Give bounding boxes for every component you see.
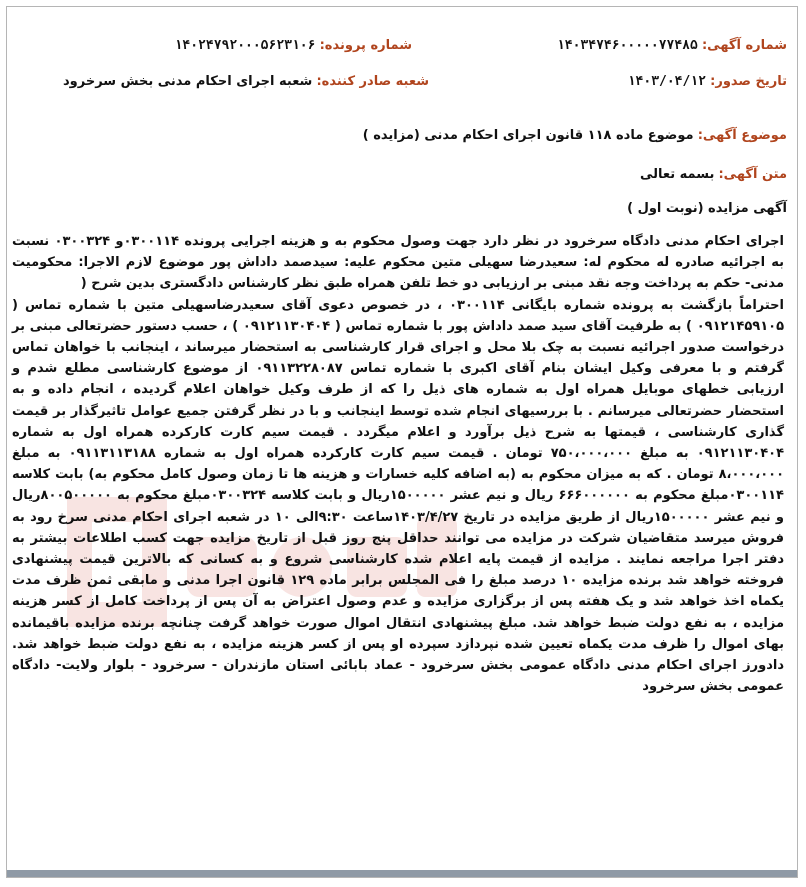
notice-body <box>12 231 784 697</box>
case-number-label: شماره پرونده: <box>319 38 412 53</box>
issue-date-value: ۱۴۰۳/۰۴/۱۲ <box>627 74 706 89</box>
notice-document <box>6 6 798 878</box>
issuer-value: شعبه اجرای احکام مدنی بخش سرخرود <box>63 74 313 89</box>
subject-label: موضوع آگهی: <box>697 128 787 143</box>
issue-date <box>628 73 787 91</box>
case-number <box>175 37 412 55</box>
issuer <box>63 73 429 91</box>
ad-number-value: ۱۴۰۳۴۷۴۶۰۰۰۰۰۷۷۴۸۵ <box>556 38 698 53</box>
subject-value: موضوع ماده ۱۱۸ قانون اجرای احکام مدنی (مزایده ) <box>362 128 694 143</box>
body-paragraph-2: احتراماً بازگشت به پرونده شماره بایگانی ۰۳۰۰۱۱۴ ، در خصوص دعوی آقای سعیدرضاسهیلی متین با شماره تماس ( ۰۹۱۲۱۴۵۹۱۰۵ ) به طرفیت آقای سید صمد داداش پور با شماره تماس ( ۰۹۱۲۱۱۳۰۴۰۴ ) ، حسب دستور حضرتعالی مبنی بر درخواست صدور اجرائیه نسبت به چک بلا محل و اجرای قرار کارشناسی به استحضار میرساند ، اینجانب با خواهان تماس گرفتم و با معرفی وکیل ایشان بنام آقای اکبری با شماره تماس ۰۹۱۱۳۲۲۸۰۸۷ از موضوع کارشناسی مطلع شدم و ارزیابی خطهای موبایل همراه اول به شماره های ذیل را که از طرف وکیل خواهان اعلام گردیده ، انجام داده و به استحضار حضرتعالی میرسانم . با بررسیهای انجام شده توسط اینجانب و با در نظر گرفتن جمیع عوامل تاثیرگذار بر قیمت گذاری کارشناسی ، قیمتها به شرح ذیل برآورد و اعلام میگردد . قیمت سیم کارت کارکرده همراه اول به شماره ۰۹۱۲۱۱۳۰۴۰۴ به مبلغ ۷۵۰،۰۰۰،۰۰۰ تومان . قیمت سیم کارت کارکرده همراه اول به شماره ۰۹۱۱۳۱۱۳۱۸۸ به مبلغ ۸،۰۰۰،۰۰۰ تومان . که به میزان محکوم به (به اضافه کلیه خسارات و هزینه ها تا زمان وصول کامل محکوم به) بابت کلاسه ۰۳۰۰۱۱۴مبلغ محکوم به ۶۶۶۰۰۰۰۰۰ ریال و نیم عشر ۱۵۰۰۰۰۰ریال و بابت کلاسه ۰۳۰۰۳۲۴مبلغ محکوم به ۸۰۰۵۰۰۰۰۰ریال و نیم عشر ۱۵۰۰۰۰۰ریال از طریق مزایده در تاریخ ۱۴۰۳/۴/۲۷ساعت ۹:۳۰الی ۱۰ در شعبه اجرای احکام مدنی سرخ رود به فروش میرسد متقاضیان شرکت در مزایده می توانند حداقل پنج روز قبل از تاریخ مزایده جهت کسب اطلاعات بیشتر به دفتر اجرا مراجعه نمایند . مزایده از قیمت پایه اعلام شده کارشناسی شروع و به کسانی که بالاترین قیمت پیشنهادی فروخته خواهد شد برنده مزایده ۱۰ درصد مبلغ را فی المجلس برابر ماده ۱۲۹ قانون اجرا مدنی و مابقی ثمن ظرف مدت یکماه اخذ خواهد شد و یک هفته پس از برگزاری مزایده و عدم وصول اعتراض به آن پس از پرداخت کامل از کسر هزینه مزایده ، به نفع دولت ضبط خواهد شد. مبلغ پیشنهادی انتقال اموال صورت خواهد گرفت چنانچه برنده مزایده باقیمانده بهای اموال را ظرف مدت یکماه تعیین شده نپردازد سپرده او پس از کسر هزینه مزایده ، به نفع دولت ضبط خواهد شد. دادورز اجرای احکام مدنی دادگاه عمومی بخش سرخرود - عماد بابائی استان مازندران - سرخرود - بلوار ولایت- دادگاه عمومی بخش سرخرود <box>12 297 785 695</box>
text-section-label: متن آگهی: <box>718 167 787 182</box>
issue-date-label: تاریخ صدور: <box>710 74 787 89</box>
subject <box>363 127 787 145</box>
ad-number-label: شماره آگهی: <box>701 38 787 53</box>
text-section <box>640 166 787 184</box>
body-paragraph-1: اجرای احکام مدنی دادگاه سرخرود در نظر دارد جهت وصول محکوم به و هزینه اجرایی پرونده ۰۳۰۰۱۱۴و ۰۳۰۰۳۲۴ نسبت به اجرائیه صادره له محکوم له: سعیدرضا سهیلی متین محکوم علیه: سیدصمد داداش پور موضوع لازم الاجرا: محکومیت مدنی- حکم به پرداخت وجه نقد مبنی بر ارزیابی دو خط تلفن همراه طبق نظر کارشناس دادگستری بدین شرح ( <box>12 234 785 292</box>
bottom-bar <box>7 870 797 877</box>
case-number-value: ۱۴۰۲۴۷۹۲۰۰۰۵۶۲۳۱۰۶ <box>174 38 316 53</box>
issuer-label: شعبه صادر کننده: <box>316 74 429 89</box>
notice-title-text: آگهی مزایده (نوبت اول ) <box>627 201 787 216</box>
ad-number <box>557 37 787 55</box>
text-section-value: بسمه تعالی <box>639 167 715 182</box>
notice-title <box>627 200 787 218</box>
